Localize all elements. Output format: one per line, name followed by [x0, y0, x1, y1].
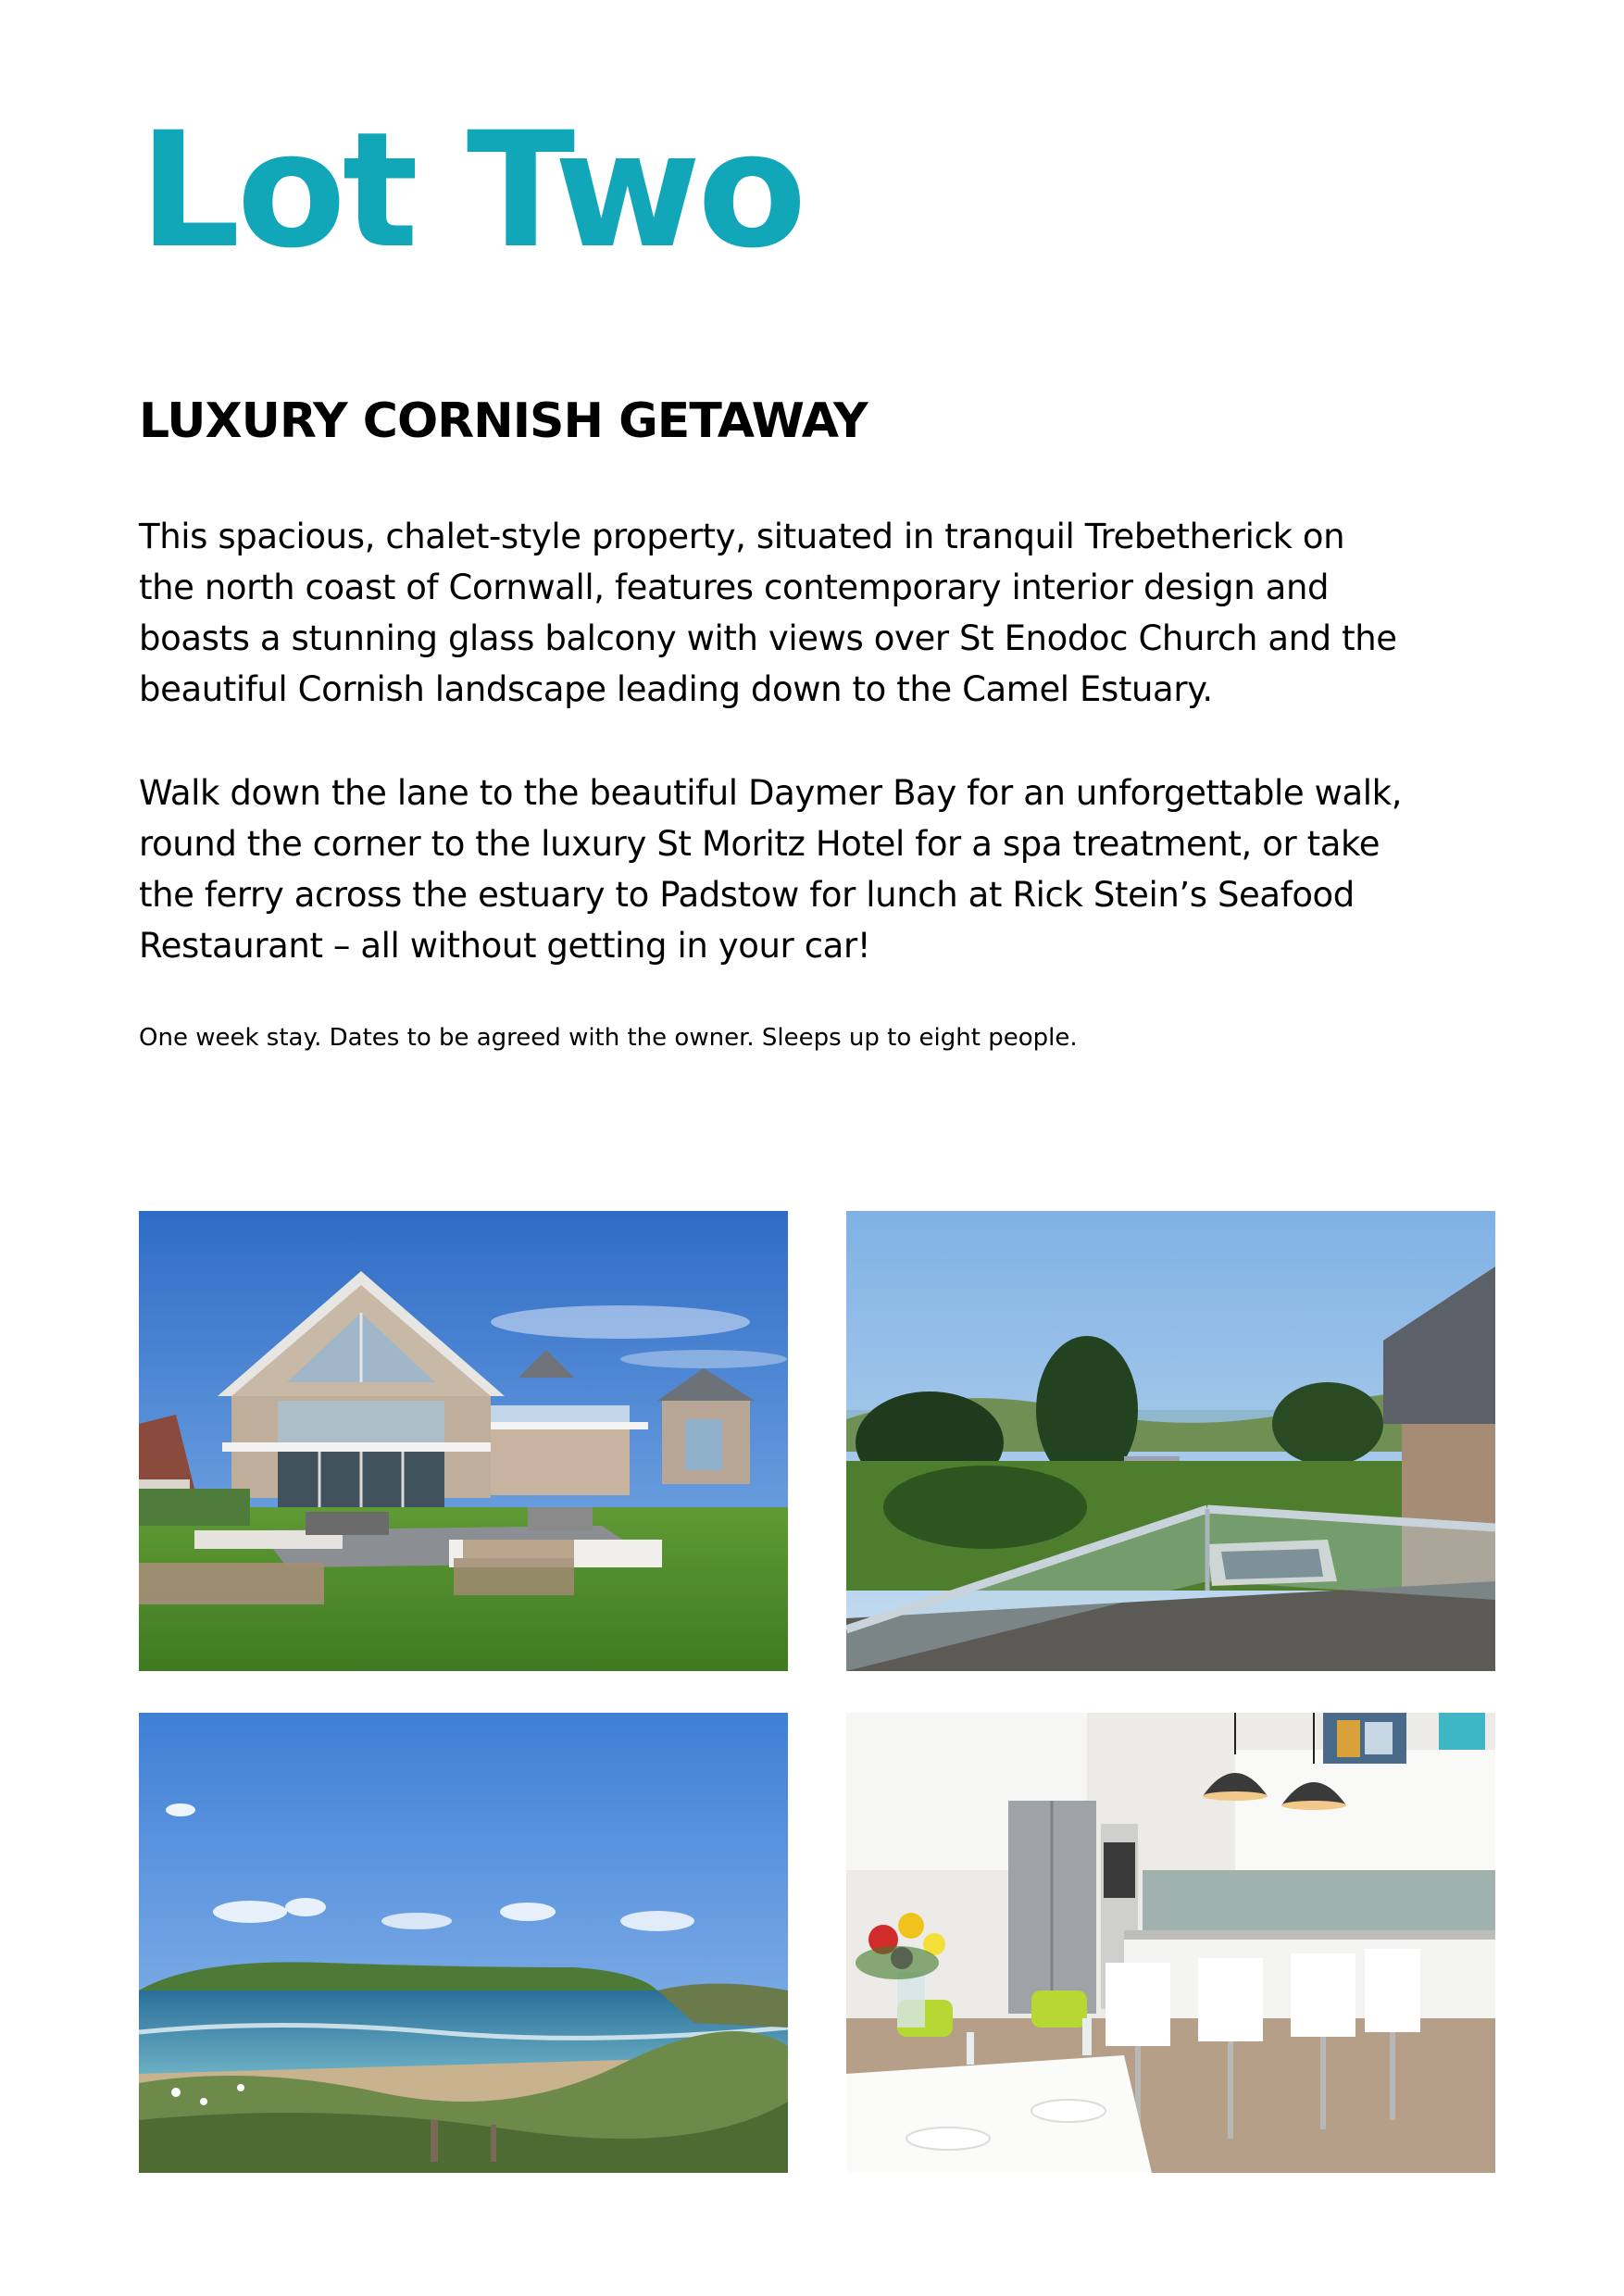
balcony-view-photo [846, 1211, 1495, 1671]
description-line: Walk down the lane to the beautiful Daymer Bay for an unforgettable walk, [139, 773, 1403, 813]
description-paragraph-2 [139, 767, 1509, 971]
description-line: the north coast of Cornwall, features contemporary interior design and [139, 568, 1330, 607]
lot-title: Lot Two [139, 97, 804, 283]
beach-view-illustration [139, 1713, 788, 2173]
property-subtitle: LUXURY CORNISH GETAWAY [139, 393, 868, 449]
description-line: beautiful Cornish landscape leading down to the Camel Estuary. [139, 669, 1213, 709]
description-line: This spacious, chalet-style property, situated in tranquil Trebetherick on [139, 517, 1345, 556]
description-line: Restaurant – all without getting in your car! [139, 926, 871, 966]
description-paragraph-1 [139, 511, 1509, 715]
beach-view-photo [139, 1713, 788, 2173]
balcony-view-illustration [846, 1211, 1495, 1671]
chalet-exterior-illustration [139, 1211, 788, 1671]
chalet-exterior-photo [139, 1211, 788, 1671]
description-line: boasts a stunning glass balcony with views over St Enodoc Church and the [139, 618, 1397, 658]
kitchen-interior-illustration [846, 1713, 1495, 2173]
kitchen-interior-photo [846, 1713, 1495, 2173]
stay-details-note: One week stay. Dates to be agreed with the owner. Sleeps up to eight people. [139, 1024, 1078, 1052]
description-line: the ferry across the estuary to Padstow for lunch at Rick Stein’s Seafood [139, 875, 1355, 915]
description-line: round the corner to the luxury St Moritz Hotel for a spa treatment, or take [139, 824, 1380, 864]
